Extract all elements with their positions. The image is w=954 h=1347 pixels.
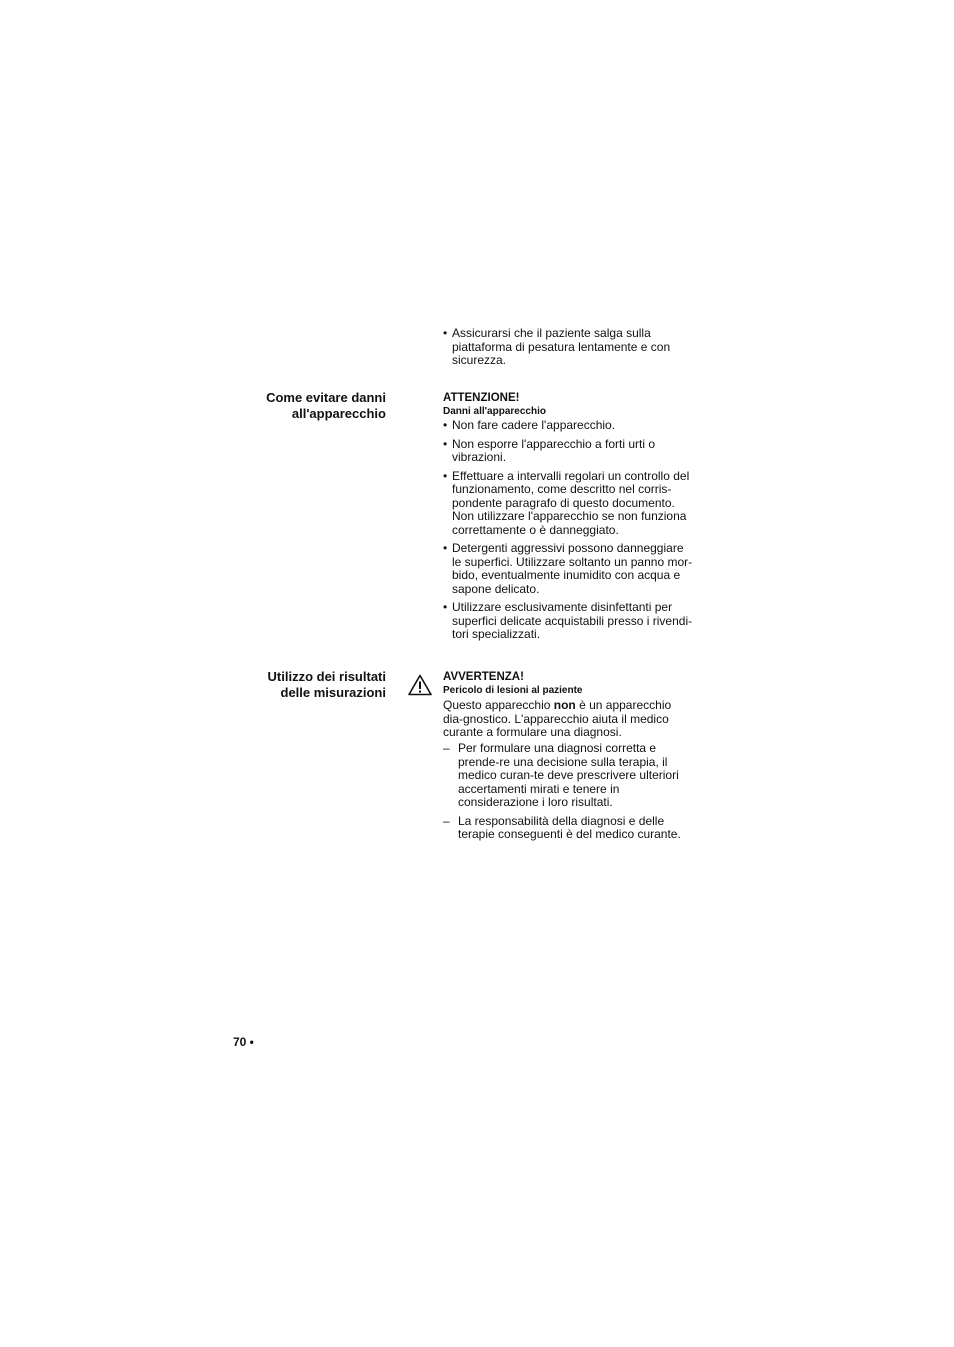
- warning-paragraph: Questo apparecchio non è un apparecchio dia-gnostico. L'apparecchio aiuta il medico curante a formulare una diagnosi.: [443, 698, 672, 739]
- list-item: • Effettuare a intervalli regolari un controllo del funzionamento, come descritto nel corris-pondente paragrafo di questo documento. Non utilizzare l'apparecchio se non funziona correttamente o è danneggiato.: [443, 468, 690, 537]
- heading-line-1: Utilizzo dei risultati: [267, 669, 386, 684]
- list-item: • Utilizzare esclusivamente disinfettanti per superfici delicate acquistabili presso i rivendi-tori specializzati.: [443, 600, 693, 641]
- list-item: – Per formulare una diagnosi corretta e prende-re una decisione sulla terapia, il medico curan-te deve prescrivere ulteriori accertamenti mirati e tenere in considerazione i loro risultati.: [443, 741, 679, 809]
- warning-dash-list: [443, 742, 695, 842]
- list-item: • Non fare cadere l'apparecchio.: [443, 418, 616, 432]
- list-item: – La responsabilità della diagnosi e delle terapie conseguenti è del medico curante.: [443, 813, 681, 841]
- damage-bullet-list: [443, 419, 693, 642]
- caution-subtitle: Danni all'apparecchio: [443, 406, 546, 417]
- heading-line-1: Come evitare danni: [266, 390, 386, 405]
- warning-notice: [443, 670, 703, 697]
- section-heading-damage: [186, 390, 386, 422]
- caution-notice: [443, 391, 703, 418]
- warning-triangle-icon: [408, 674, 432, 696]
- emphasis-non: non: [553, 698, 576, 712]
- heading-line-2: delle misurazioni: [280, 685, 386, 700]
- intro-list: [443, 327, 693, 368]
- list-item: • Detergenti aggressivi possono danneggiare le superfici. Utilizzare soltanto un panno mor-bido, eventualmente inumidito con acqua e sapone delicato.: [443, 541, 693, 596]
- list-item: • Non esporre l'apparecchio a forti urti o vibrazioni.: [443, 436, 656, 464]
- warning-title: AVVERTENZA!: [443, 671, 524, 683]
- section-heading-results: [186, 669, 386, 701]
- list-item: • Assicurarsi che il paziente salga sulla piattaforma di pesatura lentamente e con sicurezza.: [443, 326, 671, 367]
- intro-bullet-text: Assicurarsi che il paziente salga sulla piattaforma di pesatura lentamente e con sicurezza.: [452, 326, 671, 367]
- page-number: 70 •: [233, 1035, 254, 1049]
- heading-line-2: all'apparecchio: [291, 406, 386, 421]
- caution-title: ATTENZIONE!: [443, 392, 520, 404]
- warning-subtitle: Pericolo di lesioni al paziente: [443, 685, 583, 696]
